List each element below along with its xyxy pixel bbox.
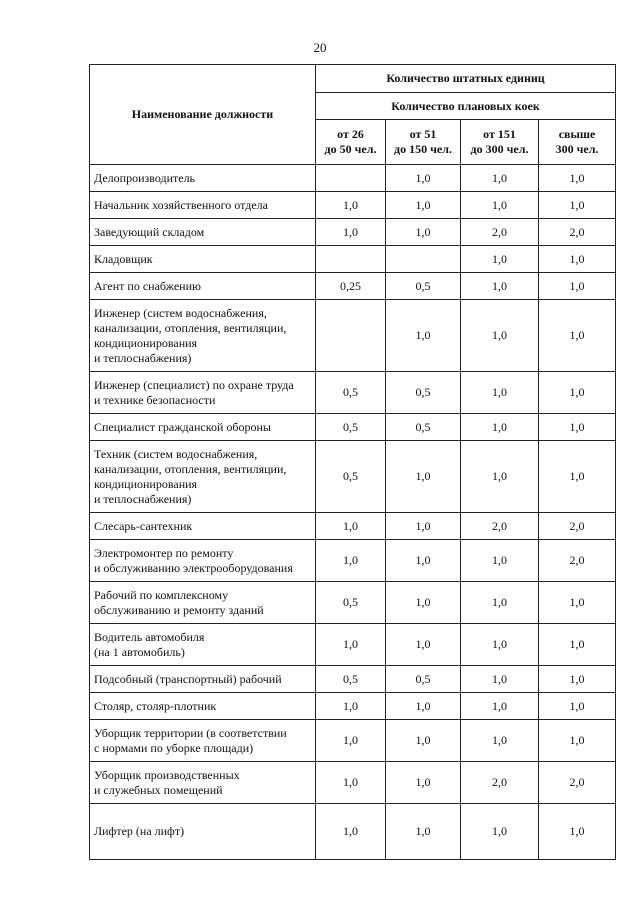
staff-count-cell: 1,0 (316, 693, 386, 720)
band-header: свыше 300 чел. (539, 120, 616, 165)
position-name: Инженер (систем водоснабжения, канализации, отопления, вентиляции, кондиционирования и теплоснабжения) (90, 300, 316, 372)
staff-count-cell: 0,5 (316, 582, 386, 624)
table-row (90, 513, 616, 540)
position-name: Подсобный (транспортный) рабочий (90, 666, 316, 693)
staff-count-cell: 1,0 (386, 165, 461, 192)
staff-count-cell: 1,0 (316, 624, 386, 666)
staff-count-cell: 0,5 (316, 666, 386, 693)
staff-count-cell: 1,0 (461, 540, 539, 582)
staff-count-cell: 1,0 (386, 441, 461, 513)
staff-count-cell: 1,0 (461, 693, 539, 720)
staff-count-cell: 0,5 (316, 441, 386, 513)
staff-count-cell: 1,0 (386, 540, 461, 582)
staff-count-cell: 0,5 (316, 372, 386, 414)
staff-count-cell: 1,0 (539, 414, 616, 441)
staff-count-cell: 0,5 (386, 414, 461, 441)
table-row (90, 804, 616, 860)
page-number: 20 (313, 40, 327, 55)
staff-count-cell: 1,0 (539, 693, 616, 720)
staff-count-cell: 0,5 (386, 372, 461, 414)
staff-count-cell: 1,0 (539, 666, 616, 693)
staff-count-cell: 1,0 (461, 720, 539, 762)
staff-count-cell: 1,0 (461, 624, 539, 666)
staff-count-cell: 2,0 (461, 762, 539, 804)
staff-count-cell: 1,0 (316, 513, 386, 540)
position-name: Начальник хозяйственного отдела (90, 192, 316, 219)
table-row (90, 219, 616, 246)
staff-count-cell: 1,0 (386, 624, 461, 666)
staff-count-cell: 0,5 (316, 414, 386, 441)
position-name: Электромонтер по ремонту и обслуживанию электрооборудования (90, 540, 316, 582)
staff-count-cell: 1,0 (386, 762, 461, 804)
staff-count-cell: 1,0 (316, 540, 386, 582)
staff-count-cell: 1,0 (539, 720, 616, 762)
staff-count-cell: 1,0 (461, 273, 539, 300)
table-row (90, 192, 616, 219)
staff-count-cell: 1,0 (539, 246, 616, 273)
staff-count-cell (316, 300, 386, 372)
position-name: Водитель автомобиля (на 1 автомобиль) (90, 624, 316, 666)
table-row (90, 372, 616, 414)
staff-count-cell (316, 246, 386, 273)
table-row (90, 441, 616, 513)
staff-count-cell: 1,0 (539, 372, 616, 414)
staff-count-cell: 1,0 (539, 273, 616, 300)
staff-count-cell: 0,5 (386, 666, 461, 693)
staff-count-cell: 2,0 (539, 219, 616, 246)
table-row (90, 414, 616, 441)
staff-count-cell: 1,0 (386, 804, 461, 860)
staff-count-cell: 1,0 (461, 582, 539, 624)
position-name: Делопроизводитель (90, 165, 316, 192)
position-name: Инженер (специалист) по охране труда и технике безопасности (90, 372, 316, 414)
band-header: от 151 до 300 чел. (461, 120, 539, 165)
table-row (90, 720, 616, 762)
position-name: Уборщик территории (в соответствии с нормами по уборке площади) (90, 720, 316, 762)
position-name: Кладовщик (90, 246, 316, 273)
staff-count-cell: 1,0 (461, 414, 539, 441)
staff-count-cell: 2,0 (461, 513, 539, 540)
position-name: Рабочий по комплексному обслуживанию и ремонту зданий (90, 582, 316, 624)
staff-count-cell: 2,0 (461, 219, 539, 246)
staff-count-cell: 1,0 (386, 693, 461, 720)
table-row (90, 693, 616, 720)
staff-count-cell: 1,0 (539, 624, 616, 666)
planned-beds-header: Количество плановых коек (316, 93, 616, 120)
staff-count-cell: 1,0 (316, 219, 386, 246)
staff-count-cell: 1,0 (386, 192, 461, 219)
table-row (90, 273, 616, 300)
position-name: Заведующий складом (90, 219, 316, 246)
staff-count-cell: 0,5 (386, 273, 461, 300)
staff-count-cell: 2,0 (539, 762, 616, 804)
table-row (90, 666, 616, 693)
position-name: Агент по снабжению (90, 273, 316, 300)
staff-count-cell: 1,0 (539, 441, 616, 513)
staff-count-cell: 1,0 (316, 720, 386, 762)
position-name: Лифтер (на лифт) (90, 804, 316, 860)
table-row (90, 300, 616, 372)
staff-count-cell: 1,0 (316, 762, 386, 804)
table-row (90, 582, 616, 624)
staffing-table (89, 64, 616, 860)
staff-count-cell: 1,0 (386, 513, 461, 540)
band-header: от 26 до 50 чел. (316, 120, 386, 165)
staff-count-cell: 1,0 (539, 192, 616, 219)
staff-count-cell: 1,0 (386, 219, 461, 246)
staff-count-cell: 1,0 (539, 165, 616, 192)
staff-units-header: Количество штатных единиц (316, 65, 616, 93)
staff-count-cell: 1,0 (539, 582, 616, 624)
position-name: Специалист гражданской обороны (90, 414, 316, 441)
staff-count-cell: 1,0 (386, 300, 461, 372)
staff-count-cell: 1,0 (539, 300, 616, 372)
staff-count-cell (386, 246, 461, 273)
staff-count-cell: 1,0 (461, 666, 539, 693)
staff-count-cell: 1,0 (461, 372, 539, 414)
position-name: Слесарь-сантехник (90, 513, 316, 540)
staff-count-cell (316, 165, 386, 192)
band-header: от 51 до 150 чел. (386, 120, 461, 165)
staff-count-cell: 2,0 (539, 540, 616, 582)
table-row (90, 246, 616, 273)
table-body (90, 165, 616, 860)
staff-count-cell: 1,0 (461, 441, 539, 513)
staff-count-cell: 2,0 (539, 513, 616, 540)
table-row (90, 165, 616, 192)
table-header (90, 65, 616, 165)
staff-count-cell: 1,0 (539, 804, 616, 860)
staff-count-cell: 1,0 (461, 192, 539, 219)
table-row (90, 540, 616, 582)
staff-count-cell: 1,0 (461, 300, 539, 372)
staff-count-cell: 1,0 (461, 165, 539, 192)
position-name: Техник (систем водоснабжения, канализации, отопления, вентиляции, кондиционирования и теплоснабжения) (90, 441, 316, 513)
position-name: Уборщик производственных и служебных помещений (90, 762, 316, 804)
table-row (90, 624, 616, 666)
staff-count-cell: 1,0 (316, 804, 386, 860)
staff-count-cell: 1,0 (316, 192, 386, 219)
position-name: Столяр, столяр-плотник (90, 693, 316, 720)
staff-count-cell: 0,25 (316, 273, 386, 300)
table-row (90, 762, 616, 804)
staff-count-cell: 1,0 (461, 804, 539, 860)
position-column-header: Наименование должности (90, 65, 316, 165)
staff-count-cell: 1,0 (386, 582, 461, 624)
staff-count-cell: 1,0 (461, 246, 539, 273)
staff-count-cell: 1,0 (386, 720, 461, 762)
